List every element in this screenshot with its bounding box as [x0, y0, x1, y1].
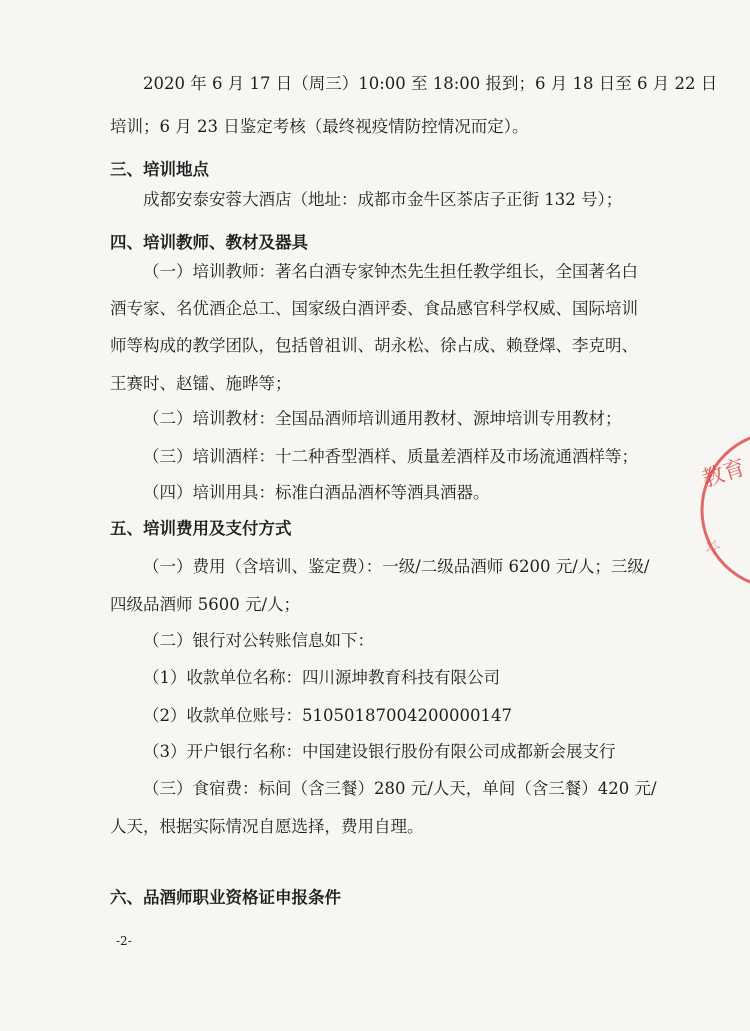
schedule-line-1: 2020 年 6 月 17 日（周三）10:00 至 18:00 报到；6 月 18 日至 6 月 22 日: [143, 74, 718, 93]
teachers-line-3: 师等构成的教学团队，包括曾祖训、胡永松、徐占成、赖登燡、李克明、: [110, 336, 638, 355]
stamp-text: 教育: [699, 455, 749, 493]
teachers-line-1: （一）培训教师：著名白酒专家钟杰先生担任教学组长，全国著名白: [143, 262, 638, 281]
fee-line-2: 四级品酒师 5600 元/人；: [110, 595, 301, 614]
lodging-line-2: 人天，根据实际情况自愿选择，费用自理。: [110, 817, 424, 836]
section-heading-location: 三、培训地点: [110, 160, 209, 179]
fee-line-1: （一）费用（含培训、鉴定费）：一级/二级品酒师 6200 元/人；三级/: [143, 557, 650, 576]
bank-payee-name: （1）收款单位名称：四川源坤教育科技有限公司: [143, 668, 500, 687]
schedule-line-2: 培训；6 月 23 日鉴定考核（最终视疫情防控情况而定）。: [110, 117, 529, 136]
svg-text:☆: ☆: [700, 532, 726, 561]
bank-branch-name: （3）开户银行名称：中国建设银行股份有限公司成都新会展支行: [143, 742, 616, 761]
location-text: 成都安泰安蓉大酒店（地址：成都市金牛区茶店子正街 132 号）；: [143, 190, 623, 209]
bank-account-number: （2）收款单位账号：51050187004200000147: [143, 706, 512, 725]
page-number: -2-: [116, 934, 132, 948]
section-heading-requirements: 六、品酒师职业资格证申报条件: [110, 888, 341, 907]
teachers-line-2: 酒专家、名优酒企总工、国家级白酒评委、食品感官科学权威、国际培训: [110, 299, 638, 318]
teachers-line-4: 王赛时、赵镭、施晔等；: [110, 374, 292, 393]
section-heading-fees: 五、培训费用及支付方式: [110, 519, 292, 538]
materials-line: （二）培训教材：全国品酒师培训通用教材、源坤培训专用教材；: [143, 409, 622, 428]
bank-info-heading: （二）银行对公转账信息如下：: [143, 631, 374, 650]
samples-line: （三）培训酒样：十二种香型酒样、质量差酒样及市场流通酒样等；: [143, 447, 638, 466]
red-seal-stamp: [670, 425, 750, 595]
tools-line: （四）培训用具：标准白酒品酒杯等酒具酒器。: [143, 483, 490, 502]
section-heading-teachers: 四、培训教师、教材及器具: [110, 233, 308, 252]
lodging-line-1: （三）食宿费：标间（含三餐）280 元/人天，单间（含三餐）420 元/: [143, 779, 657, 798]
